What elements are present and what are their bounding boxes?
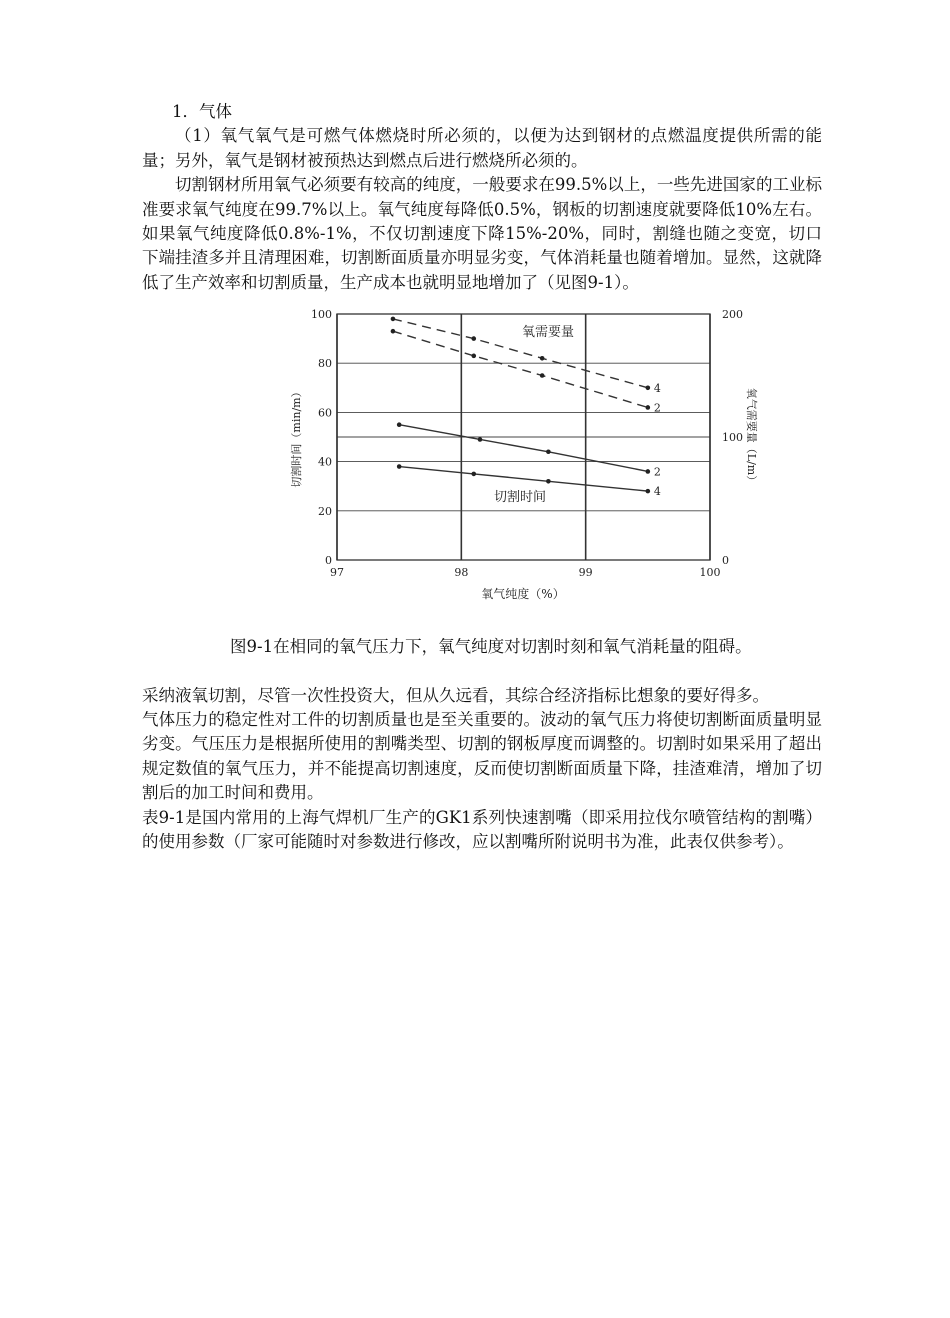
paragraph-purity: 切割钢材所用氧气必须要有较高的纯度，一般要求在99.5%以上，一些先进国家的工业标准要求氧气纯度在99.7%以上。氧气纯度每降低0.5%，钢板的切割速度就要降低10%左右。如果氧气纯度降低0.8%-1%，不仅切割速度下降15%-20%，同时，割缝也随之变宽，切口下端挂渣多并且清理困难，切割断面质量亦明显劣变，气体消耗量也随着增加。显然，这就降低了生产效率和切割质量，生产成本也就明显地增加了（见图9-1）。 xyxy=(142,175,822,292)
paragraph-table-ref: 表9-1是国内常用的上海气焊机厂生产的GK1系列快速割嘴（即采用拉伐尔喷管结构的割嘴）的使用参数（厂家可能随时对参数进行修改，应以割嘴所附说明书为准，此表仅供参考）。 xyxy=(142,807,822,852)
data-point xyxy=(540,356,545,361)
series-end-label: 2 xyxy=(653,401,661,415)
x-tick-label: 97 xyxy=(330,566,344,580)
series-end-label: 4 xyxy=(653,382,661,396)
data-point xyxy=(646,405,651,410)
y-right-tick-label: 0 xyxy=(722,554,729,568)
data-point xyxy=(391,329,396,334)
data-point xyxy=(646,386,651,391)
series-line xyxy=(399,425,648,472)
y-right-tick-label: 200 xyxy=(722,308,743,322)
document-body xyxy=(142,100,822,855)
data-point xyxy=(471,472,476,477)
section-heading: 1．气体 xyxy=(172,102,232,121)
data-point xyxy=(646,489,651,494)
data-point xyxy=(397,464,402,469)
data-point xyxy=(471,337,476,342)
y-left-tick-label: 80 xyxy=(318,357,332,371)
annotation-oxygen-demand: 氧需要量 xyxy=(522,325,575,341)
data-point xyxy=(397,423,402,428)
figure-9-1 xyxy=(282,308,762,608)
paragraph-liquid-oxygen: 采纳液氧切割，尽管一次性投资大，但从久远看，其综合经济指标比想象的要好得多。 xyxy=(142,685,769,705)
series-end-label: 2 xyxy=(653,465,661,479)
y-left-tick-label: 100 xyxy=(311,308,332,322)
data-point xyxy=(646,469,651,474)
data-point xyxy=(478,437,483,442)
y-left-tick-label: 40 xyxy=(318,455,332,469)
chart-ticks xyxy=(311,308,743,579)
y-left-tick-label: 60 xyxy=(318,406,332,420)
series-end-label: 4 xyxy=(653,485,661,499)
x-tick-label: 99 xyxy=(578,566,593,580)
data-point xyxy=(546,479,551,484)
series-line xyxy=(399,467,648,492)
data-point xyxy=(471,354,476,359)
chart-grid xyxy=(337,314,710,560)
paragraph-pressure: 气体压力的稳定性对工件的切割质量也是至关重要的。波动的氧气压力将使切割断面质量明显劣变。气压压力是根据所使用的割嘴类型、切割的钢板厚度而调整的。切割时如果采用了超出规定数值的氧气压力，并不能提高切割速度，反而使切割断面质量下降，挂渣难清，增加了切割后的加工时间和费用。 xyxy=(142,710,822,803)
data-point xyxy=(391,317,396,322)
left-axis-label: 切割时间（min/m） xyxy=(290,386,303,488)
annotation-cut-time: 切割时间 xyxy=(494,490,547,506)
paragraph-oxygen: （1）氧气氧气是可燃气体燃烧时所必须的，以便为达到钢材的点燃温度提供所需的能量；另外，氧气是钢材被预热达到燃点后进行燃烧所必须的。 xyxy=(142,126,822,170)
x-tick-label: 98 xyxy=(454,566,469,580)
y-left-tick-label: 20 xyxy=(318,505,332,519)
right-axis-label: 氧气需要量（L/m） xyxy=(745,388,758,487)
data-point xyxy=(546,450,551,455)
series-line xyxy=(393,319,648,388)
figure-caption: 图9-1在相同的氧气压力下，氧气纯度对切割时刻和氧气消耗量的阻碍。 xyxy=(230,637,752,657)
x-tick-label: 100 xyxy=(699,566,721,580)
x-axis-label: 氧气纯度（%） xyxy=(481,587,565,602)
data-point xyxy=(540,373,545,378)
chart-series xyxy=(391,317,661,499)
y-left-tick-label: 0 xyxy=(325,554,332,568)
y-right-tick-label: 100 xyxy=(722,431,743,445)
purity-chart xyxy=(282,308,762,608)
series-line xyxy=(393,331,648,407)
